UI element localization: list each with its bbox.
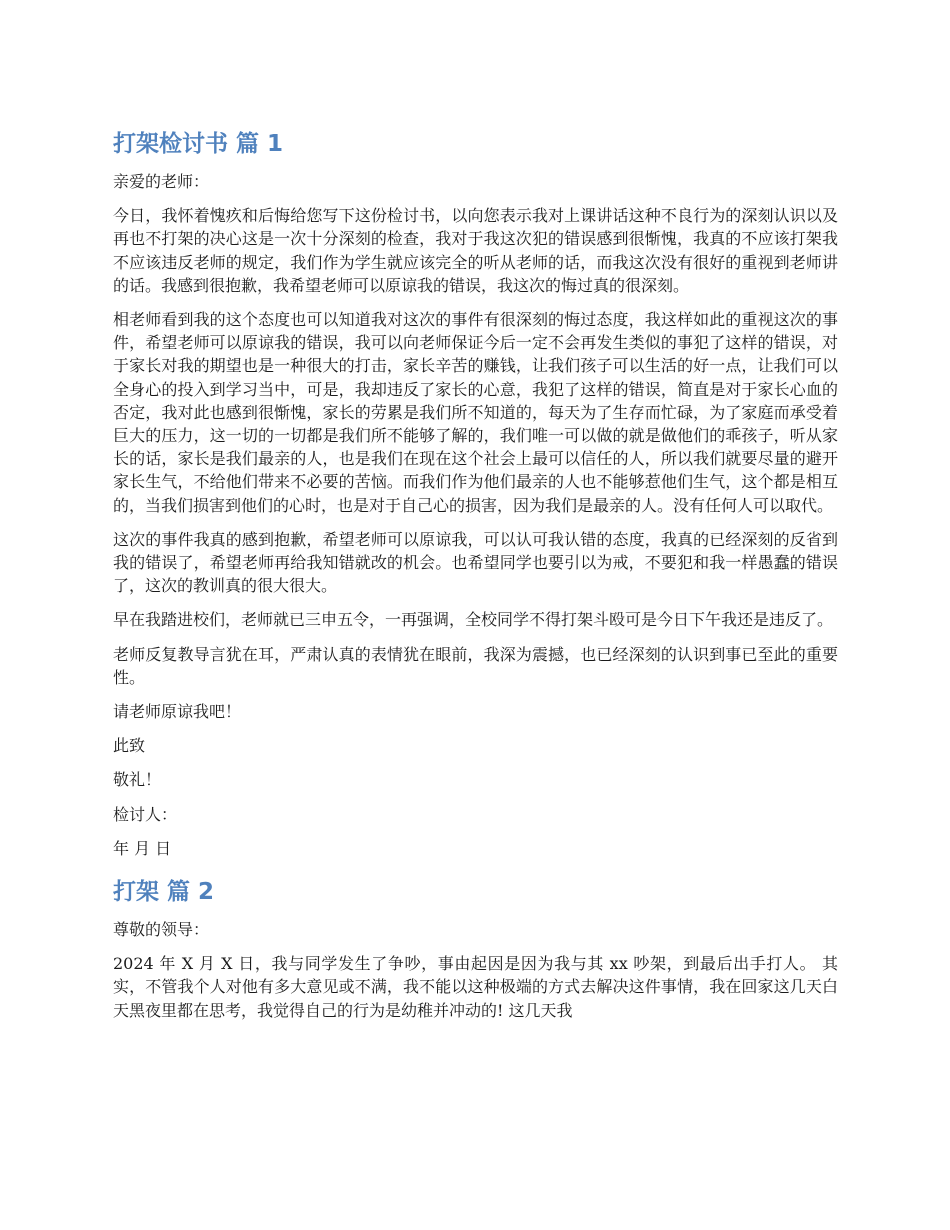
body-paragraph: 相老师看到我的这个态度也可以知道我对这次的事件有很深刻的悔过态度，我这样如此的重视这次的事件，希望老师可以原谅我的错误，我可以向老师保证今后一定不会再发生类似的事犯了这样的错误，对于家长对我的期望也是一种很大的打击，家长辛苦的赚钱，让我们孩子可以生活的好一点，让我们可以全身心的投入到学习当中，可是，我却违反了家长的心意，我犯了这样的错误，简直是对于家长心血的否定，我对此也感到很惭愧，家长的劳累是我们所不知道的，每天为了生存而忙碌，为了家庭而承受着巨大的压力，这一切的一切都是我们所不能够了解的，我们唯一可以做的就是做他们的乖孩子，听从家长的话，家长是我们最亲的人，也是我们在现在这个社会上最可以信任的人，所以我们就要尽量的避开家长生气，不给他们带来不必要的苦恼。而我们作为他们最亲的人也不能够惹他们生气，这个都是相互的，当我们损害到他们的心时，也是对于自己心的损害，因为我们是最亲的人。没有任何人可以取代。 (113, 310, 838, 515)
signature-line: 检讨人： (113, 804, 178, 824)
date-line: 年 月 日 (113, 838, 172, 858)
body-paragraph: 老师反复教导言犹在耳，严肃认真的表情犹在眼前，我深为震撼，也已经深刻的认识到事已至此的重要性。 (113, 644, 838, 687)
body-paragraph: 早在我踏进校们，老师就已三申五令，一再强调，全校同学不得打架斗殴可是今日下午我还是违反了。 (113, 610, 834, 630)
document-page (113, 124, 838, 1033)
closing-line: 此致 (113, 736, 146, 756)
body-paragraph: 2024 年 X 月 X 日，我与同学发生了争吵，事由起因是因为我与其 xx 吵架，到最后出手打人。 其实，不管我个人对他有多大意见或不满，我不能以这种极端的方式去解决这件事情，我在回家这几天白天黑夜里都在思考，我觉得自己的行为是幼稚并冲动的! 这几天我 (113, 954, 838, 1020)
body-paragraph: 今日，我怀着愧疚和后悔给您写下这份检讨书，以向您表示我对上课讲话这种不良行为的深刻认识以及再也不打架的决心这是一次十分深刻的检查，我对于我这次犯的错误感到很惭愧，我真的不应该打架我不应该违反老师的规定，我们作为学生就应该完全的听从老师的话，而我这次没有很好的重视到老师讲的话。我感到很抱歉，我希望老师可以原谅我的错误，我这次的悔过真的很深刻。 (113, 206, 838, 295)
closing-line: 请老师原谅我吧！ (113, 702, 242, 722)
salutation: 亲爱的老师： (113, 172, 210, 191)
salutation: 尊敬的领导： (113, 920, 210, 940)
section-2-heading: 打架 篇 2 (113, 879, 215, 906)
body-paragraph: 这次的事件我真的感到抱歉，希望老师可以原谅我，可以认可我认错的态度，我真的已经深刻的反省到我的错误了，希望老师再给我知错就改的机会。也希望同学也要引以为戒，不要犯和我一样愚蠢的错误了，这次的教训真的很大很大。 (113, 529, 838, 596)
section-1-heading: 打架检讨书 篇 1 (113, 131, 284, 157)
closing-line: 敬礼！ (113, 770, 162, 790)
